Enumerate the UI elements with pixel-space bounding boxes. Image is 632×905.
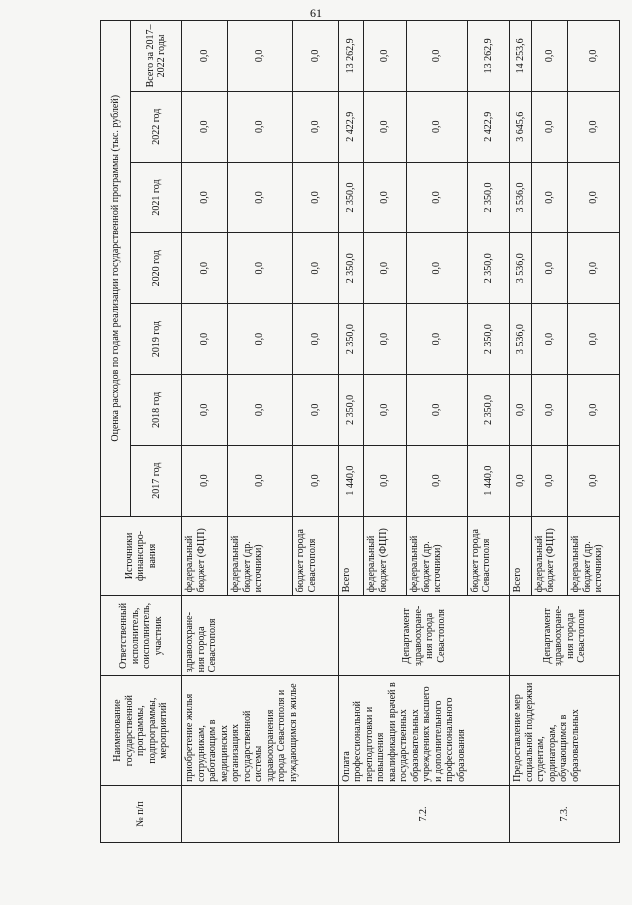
row-source: федеральный бюджет (ФЦП) [364, 516, 407, 596]
row-value: 0,0 [407, 162, 467, 233]
row-total: 0,0 [407, 21, 467, 92]
row-value: 0,0 [510, 445, 532, 516]
row-source: федеральный бюджет (др. источники) [228, 516, 293, 596]
row-value: 2 350,0 [467, 162, 510, 233]
budget-table [100, 20, 620, 843]
header-sources: Источники финансиро-вания [101, 516, 182, 596]
row-value: 0,0 [228, 304, 293, 375]
row-value: 0,0 [407, 233, 467, 304]
row-source: федеральный бюджет (ФЦП) [531, 516, 568, 596]
row-value: 2 350,0 [338, 162, 363, 233]
rotated-table-container [100, 20, 620, 843]
row-total: 0,0 [228, 21, 293, 92]
row-value: 0,0 [364, 445, 407, 516]
row-value: 0,0 [364, 162, 407, 233]
row-value: 0,0 [228, 233, 293, 304]
header-no: № п/п [101, 785, 182, 842]
row-total: 13 262,9 [467, 21, 510, 92]
row-name: Предоставление мер социальной поддержки студентам, ординаторам, обучающимся в образовательных [510, 676, 620, 786]
page-number: 61 [310, 6, 322, 20]
row-value: 2 350,0 [338, 374, 363, 445]
row-value: 3 645,6 [510, 91, 532, 162]
row-value: 0,0 [364, 233, 407, 304]
row-value: 0,0 [568, 162, 620, 233]
row-value: 0,0 [228, 91, 293, 162]
row-value: 0,0 [531, 162, 568, 233]
header-year: 2019 год [131, 304, 182, 375]
header-year: 2021 год [131, 162, 182, 233]
row-value: 2 350,0 [467, 233, 510, 304]
row-value: 2 350,0 [467, 374, 510, 445]
header-total: Всего за 2017–2022 годы [131, 21, 182, 92]
row-no: 7.2. [338, 785, 509, 842]
row-executor: Департамент здравоохране-ния города Севастополя [510, 596, 620, 676]
row-value: 2 350,0 [467, 304, 510, 375]
row-value: 0,0 [293, 91, 339, 162]
row-value: 0,0 [228, 374, 293, 445]
row-value: 3 536,0 [510, 162, 532, 233]
row-value: 0,0 [407, 445, 467, 516]
header-year: 2020 год [131, 233, 182, 304]
row-value: 0,0 [293, 374, 339, 445]
row-name: Оплата профессиональной переподготовки и повышения квалификации врачей в государственных образовательных учреждениях высшего и дополнительного профессионального образования [338, 676, 509, 786]
row-value: 0,0 [293, 304, 339, 375]
row-value: 0,0 [531, 445, 568, 516]
row-value: 0,0 [182, 445, 228, 516]
row-value: 0,0 [568, 374, 620, 445]
table-wrapper [100, 20, 620, 843]
row-value: 0,0 [364, 91, 407, 162]
row-executor: Департамент здравоохране-ния города Севастополя [338, 596, 509, 676]
row-value: 0,0 [407, 91, 467, 162]
row-value: 0,0 [182, 374, 228, 445]
row-value: 2 350,0 [338, 233, 363, 304]
row-source: Всего [510, 516, 532, 596]
row-value: 2 350,0 [338, 304, 363, 375]
row-value: 0,0 [228, 162, 293, 233]
row-value: 0,0 [568, 91, 620, 162]
row-value: 0,0 [531, 233, 568, 304]
row-value: 0,0 [293, 445, 339, 516]
row-value: 0,0 [568, 304, 620, 375]
row-value: 0,0 [293, 233, 339, 304]
row-value: 2 422,9 [467, 91, 510, 162]
row-value: 0,0 [182, 304, 228, 375]
row-total: 0,0 [568, 21, 620, 92]
row-total: 0,0 [293, 21, 339, 92]
row-value: 0,0 [531, 374, 568, 445]
header-year: 2017 год [131, 445, 182, 516]
row-executor: здравоохране-ния города Севастополя [182, 596, 338, 676]
row-value: 3 536,0 [510, 233, 532, 304]
row-value: 3 536,0 [510, 304, 532, 375]
row-total: 0,0 [364, 21, 407, 92]
table-row [510, 21, 532, 843]
row-no: 7.3. [510, 785, 620, 842]
row-value: 0,0 [531, 91, 568, 162]
row-value: 1 440,0 [338, 445, 363, 516]
row-value: 2 422,9 [338, 91, 363, 162]
row-total: 14 253,6 [510, 21, 532, 92]
row-total: 0,0 [531, 21, 568, 92]
row-value: 0,0 [182, 162, 228, 233]
row-value: 0,0 [407, 374, 467, 445]
row-source: федеральный бюджет (ФЦП) [182, 516, 228, 596]
row-source: федеральный бюджет (др. источники) [407, 516, 467, 596]
row-value: 0,0 [510, 374, 532, 445]
row-value: 0,0 [182, 233, 228, 304]
header-executor: Ответственный исполнитель, соисполнитель, участник [101, 596, 182, 676]
row-source: федеральный бюджет (др. источники) [568, 516, 620, 596]
row-value: 1 440,0 [467, 445, 510, 516]
header-estimate: Оценка расходов по годам реализации государственной программы (тыс. рублей) [101, 21, 131, 517]
row-total: 0,0 [182, 21, 228, 92]
row-value: 0,0 [364, 374, 407, 445]
row-source: Всего [338, 516, 363, 596]
row-name: приобретение жилья сотрудникам, работающим в медицинских организациях государственной системы здравоохранения города Севастополя и нуждающимся в жилье [182, 676, 338, 786]
row-source: бюджет города Севастополя [467, 516, 510, 596]
row-value: 0,0 [531, 304, 568, 375]
row-value: 0,0 [293, 162, 339, 233]
header-year: 2018 год [131, 374, 182, 445]
row-value: 0,0 [568, 233, 620, 304]
row-source: бюджет города Севастополя [293, 516, 339, 596]
row-value: 0,0 [182, 91, 228, 162]
header-name: Наименование государственной программы, подпрограммы, мероприятий [101, 676, 182, 786]
row-value: 0,0 [407, 304, 467, 375]
row-value: 0,0 [228, 445, 293, 516]
header-year: 2022 год [131, 91, 182, 162]
header-row-1 [101, 21, 131, 843]
table-row [182, 21, 228, 843]
row-total: 13 262,9 [338, 21, 363, 92]
row-no [182, 785, 338, 842]
row-value: 0,0 [364, 304, 407, 375]
table-row [338, 21, 363, 843]
row-value: 0,0 [568, 445, 620, 516]
